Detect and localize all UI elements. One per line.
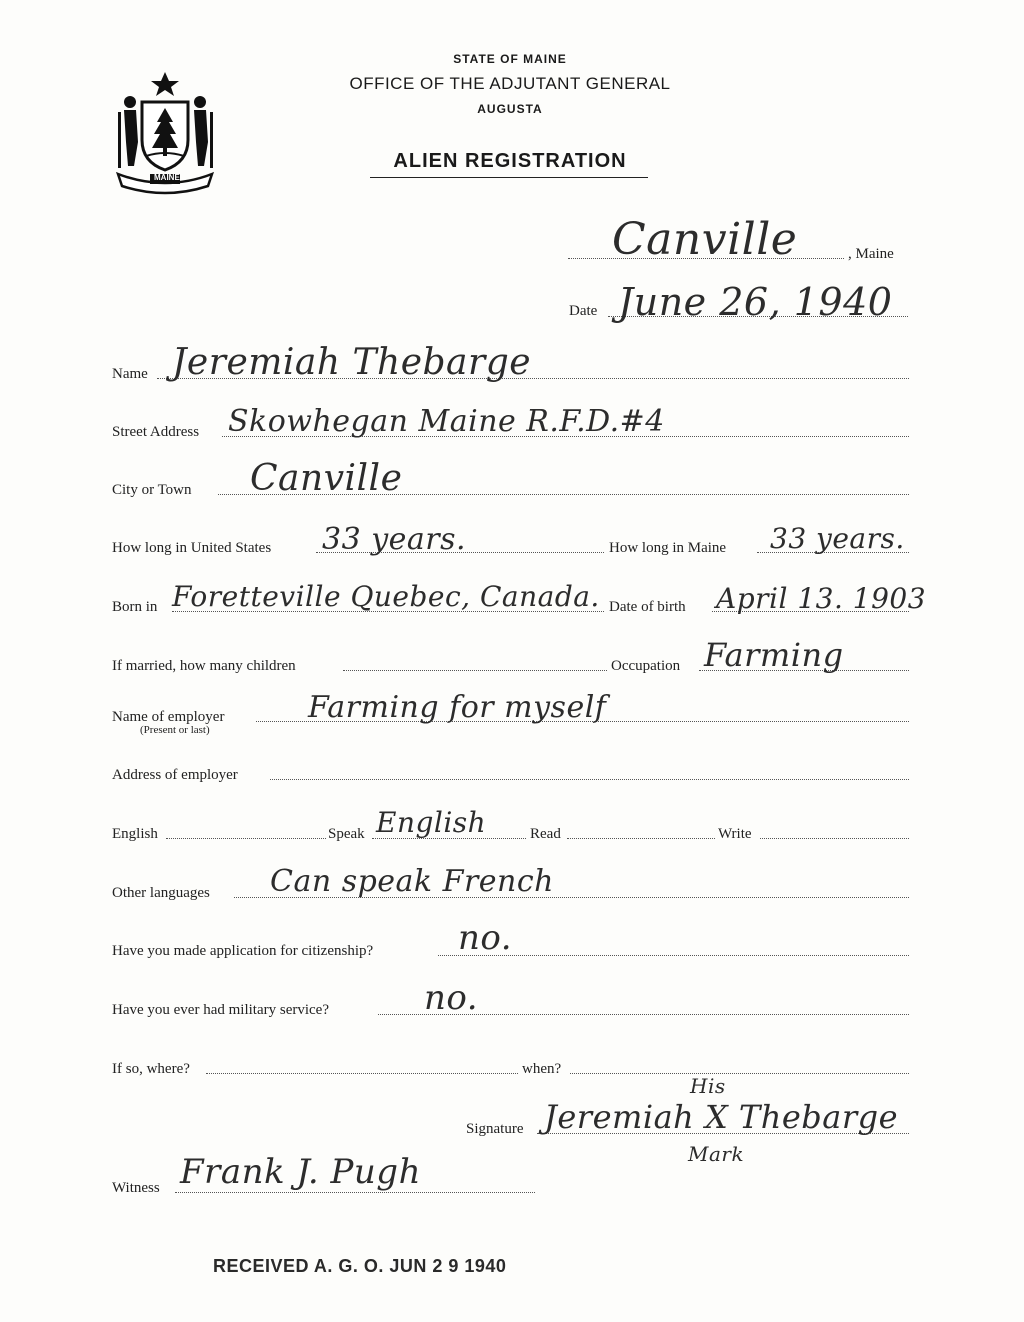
english-dotted-line bbox=[166, 838, 326, 839]
witness-value: Frank J. Pugh bbox=[180, 1152, 421, 1192]
english-label: English bbox=[112, 826, 158, 842]
seal-ribbon-text: MAINE bbox=[154, 173, 180, 182]
read-label: Read bbox=[530, 826, 561, 842]
city-label: City or Town bbox=[112, 482, 192, 498]
employer-value: Farming for myself bbox=[308, 690, 607, 725]
town-state-label: , Maine bbox=[848, 246, 894, 262]
signature-label: Signature bbox=[466, 1121, 524, 1137]
other-languages-label: Other languages bbox=[112, 885, 210, 901]
signature-value: Jeremiah X Thebarge bbox=[544, 1098, 899, 1136]
born-in-label: Born in bbox=[112, 599, 158, 615]
where-label: If so, where? bbox=[112, 1061, 190, 1077]
military-label: Have you ever had military service? bbox=[112, 1002, 329, 1018]
employer-address-label: Address of employer bbox=[112, 767, 238, 783]
street-address-value: Skowhegan Maine R.F.D.#4 bbox=[228, 404, 665, 439]
other-languages-value: Can speak French bbox=[270, 864, 555, 899]
employer-address-dotted-line bbox=[270, 779, 909, 780]
read-dotted-line bbox=[567, 838, 715, 839]
employer-label: Name of employer bbox=[112, 709, 225, 725]
military-value: no. bbox=[424, 978, 479, 1018]
where-dotted-line bbox=[206, 1073, 518, 1074]
witness-dotted-line bbox=[175, 1192, 535, 1193]
title-underline bbox=[370, 177, 648, 178]
write-dotted-line bbox=[760, 838, 909, 839]
citizenship-label: Have you made application for citizenship? bbox=[112, 943, 374, 959]
city-value: Canville bbox=[250, 458, 403, 499]
date-label: Date bbox=[569, 303, 598, 319]
years-maine-label: How long in Maine bbox=[609, 540, 727, 556]
born-in-value: Foretteville Quebec, Canada. bbox=[172, 580, 600, 613]
citizenship-value: no. bbox=[458, 918, 513, 958]
children-dotted-line bbox=[343, 670, 607, 671]
received-stamp: RECEIVED A. G. O. JUN 2 9 1940 bbox=[213, 1256, 507, 1276]
name-value: Jeremiah Thebarge bbox=[172, 342, 532, 383]
years-us-value: 33 years. bbox=[322, 522, 467, 557]
years-us-label: How long in United States bbox=[112, 540, 272, 556]
occupation-value: Farming bbox=[704, 636, 844, 674]
street-address-label: Street Address bbox=[112, 424, 200, 440]
years-maine-value: 33 years. bbox=[770, 522, 905, 555]
header-office: OFFICE OF THE ADJUTANT GENERAL bbox=[349, 74, 671, 93]
when-dotted-line bbox=[570, 1073, 909, 1074]
speak-label: Speak bbox=[328, 826, 365, 842]
date-value: June 26, 1940 bbox=[618, 280, 893, 324]
children-label: If married, how many children bbox=[112, 658, 296, 674]
header-city: AUGUSTA bbox=[477, 102, 543, 116]
employer-sublabel: (Present or last) bbox=[140, 724, 210, 736]
signature-mark-note: Mark bbox=[688, 1142, 745, 1166]
date-of-birth-value: April 13. 1903 bbox=[716, 582, 927, 615]
name-label: Name bbox=[112, 366, 148, 382]
when-label: when? bbox=[522, 1061, 562, 1077]
date-of-birth-label: Date of birth bbox=[609, 599, 686, 615]
occupation-label: Occupation bbox=[611, 658, 681, 674]
witness-label: Witness bbox=[112, 1180, 160, 1196]
write-label: Write bbox=[718, 826, 752, 842]
town-value: Canville bbox=[612, 214, 798, 265]
signature-his-note: His bbox=[690, 1074, 726, 1098]
speak-value: English bbox=[376, 806, 487, 839]
form-title: ALIEN REGISTRATION bbox=[393, 150, 627, 172]
header-state: STATE OF MAINE bbox=[453, 52, 567, 66]
